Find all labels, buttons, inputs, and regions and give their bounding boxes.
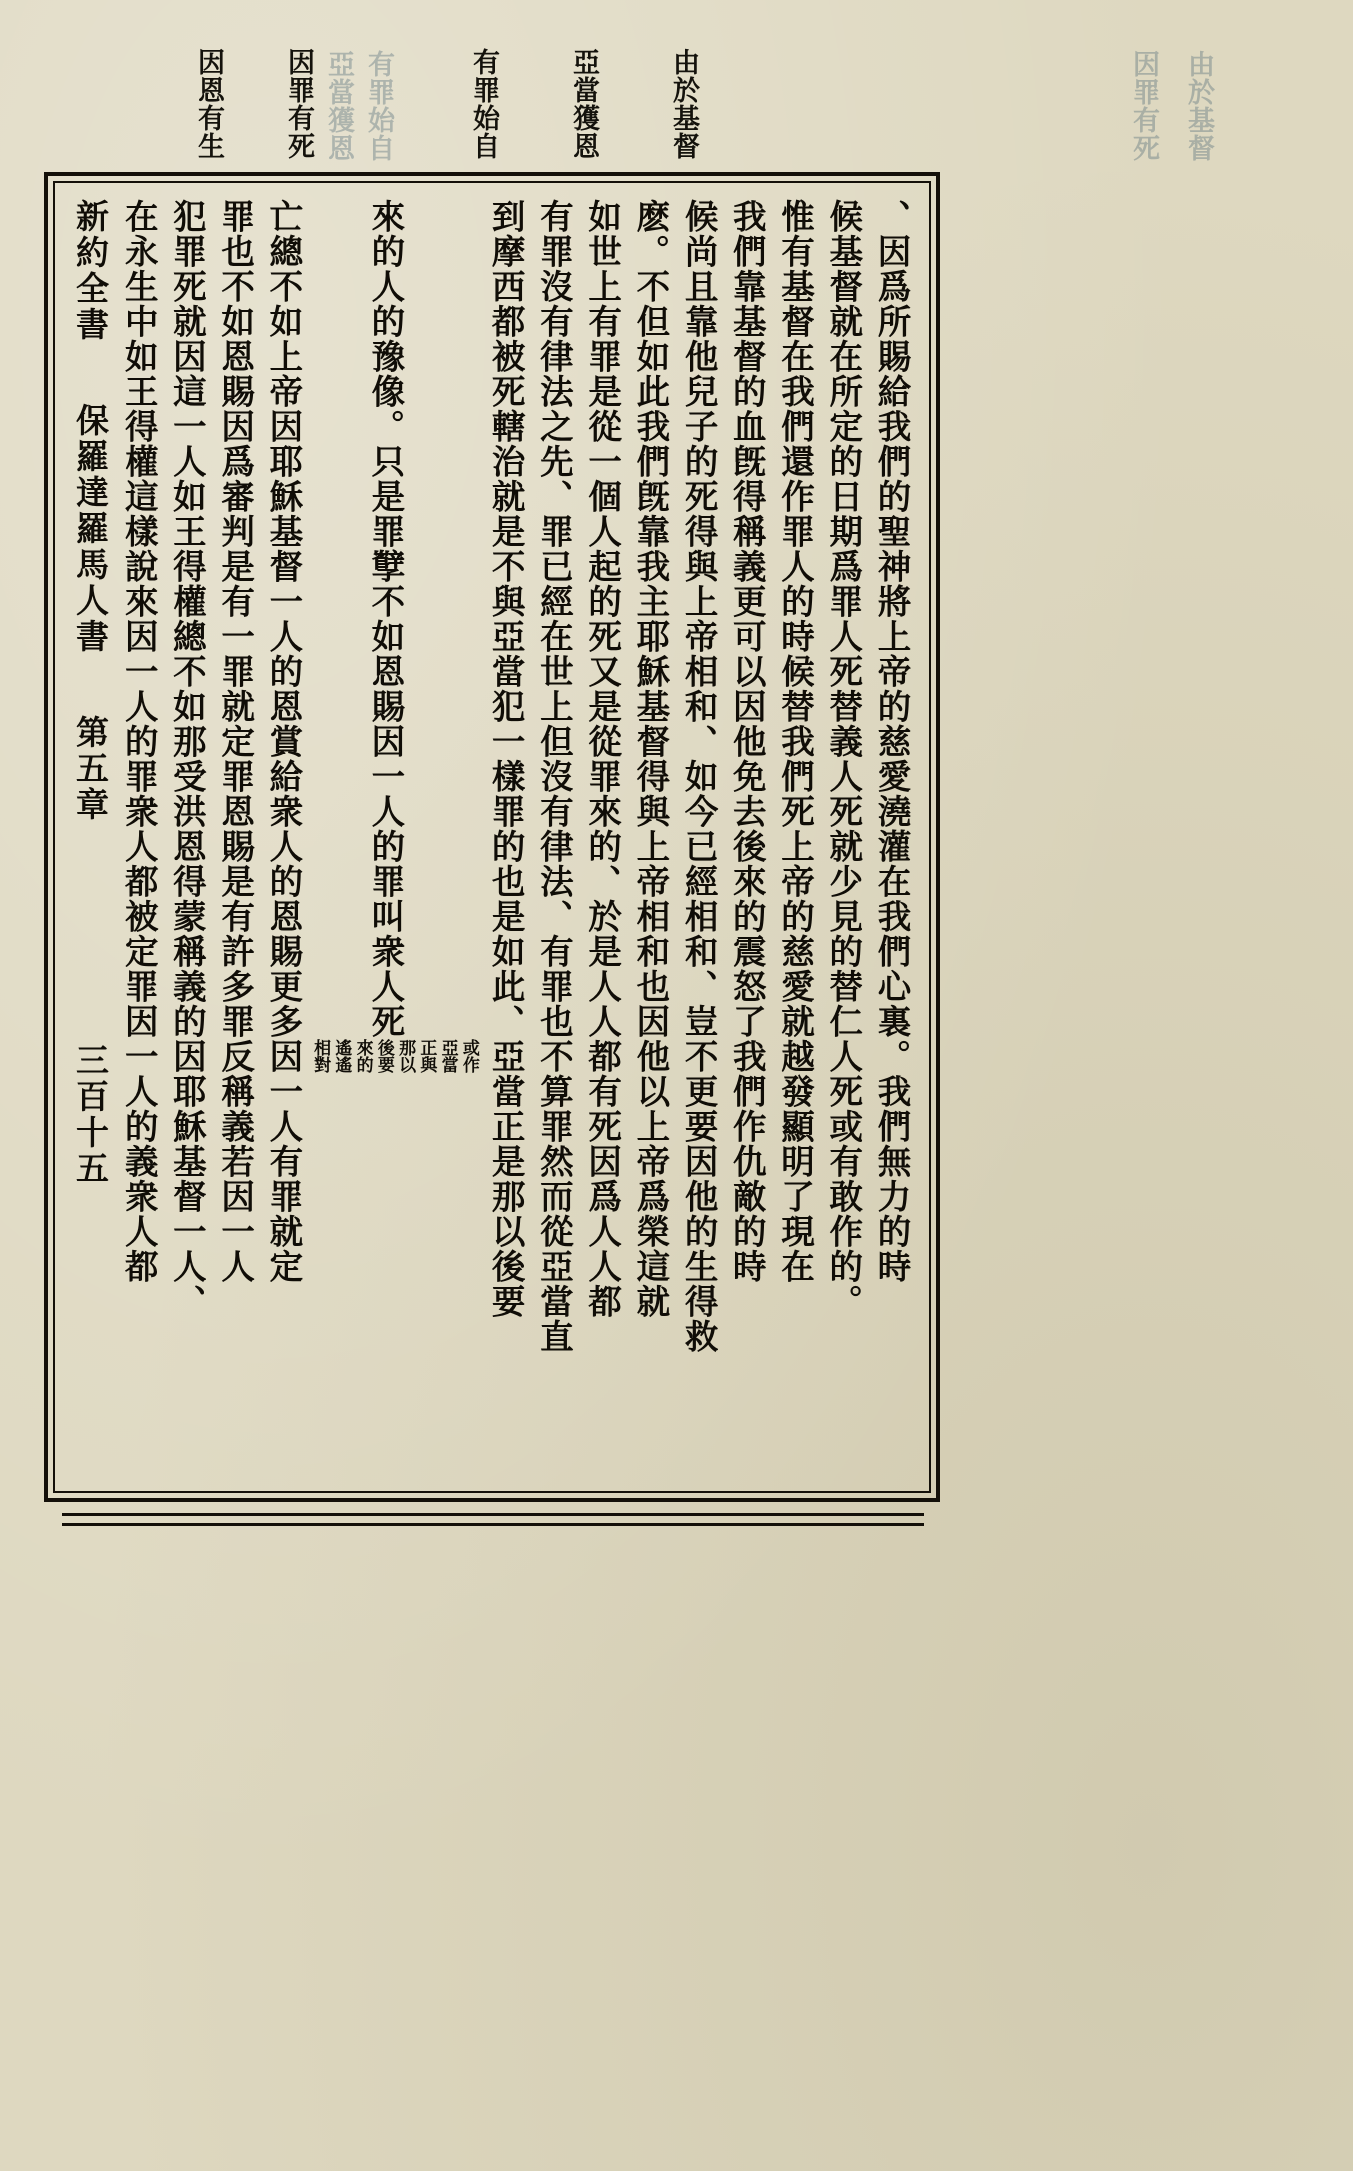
text-frame-outer [44,172,940,1502]
marginal-note-ghost-2: 亞當獲恩 [323,50,354,162]
text-column-1: 、因爲所賜給我們的聖神將上帝的慈愛澆灌在我們心裏。我們無力的時 [872,199,911,1284]
marginal-note-ghost-3: 由於基督 [1183,50,1214,162]
marginal-notes [0,20,1353,170]
marginal-note-2: 亞當獲恩 [568,48,599,160]
running-head-spacer [89,655,90,715]
marginal-note-ghost-1: 有罪始自 [363,50,394,162]
running-head-chapter: 第五章 [70,715,110,823]
marginal-note-5: 因恩有生 [193,48,224,160]
text-column-3: 惟有基督在我們還作罪人的時候替我們死上帝的慈愛就越發顯明了現在 [775,199,815,1284]
text-column-2: 候基督就在所定的日期爲罪人死替義人死就少見的替仁人死或有敢作的。 [823,199,863,1319]
text-column-6: 麽。不但如此我們旣靠我主耶穌基督得與上帝相和也因他以上帝爲榮這就 [630,199,670,1319]
scripture-body [69,199,915,1479]
text-column-14: 在永生中如王得權這樣說來因一人的罪衆人都被定罪因一人的義衆人都 [119,199,159,1284]
text-column-10 [307,199,481,1461]
running-head-book: 保羅達羅馬人書 [70,403,110,655]
text-column-12: 罪也不如恩賜因爲審判是有一罪就定罪恩賜是有許多罪反稱義若因一人 [215,199,255,1284]
text-column-8: 有罪沒有律法之先、罪已經在世上但沒有律法、有罪也不算罪然而從亞當直 [534,199,574,1354]
running-head-title: 新約全書 [70,199,110,343]
marginal-note-4: 因罪有死 [283,48,314,160]
page-number: 三百十五 [70,1043,110,1187]
running-head-spacer [89,823,90,1043]
text-column-10-text: 來的人的豫像。只是罪孼不如恩賜因一人的罪叫衆人死 [365,199,405,1039]
text-frame-inner [53,181,931,1493]
footer-rule [62,1513,924,1526]
marginal-note-3: 由於基督 [668,48,699,160]
text-column-7: 如世上有罪是從一個人起的死又是從罪來的、於是人人都有死因爲人人都 [582,199,622,1319]
running-head-spacer [89,343,90,403]
text-column-4: 我們靠基督的血旣得稱義更可以因他免去後來的震怒了我們作仇敵的時 [727,199,767,1284]
running-head [67,199,114,1461]
inline-gloss: 或作亞當正與那以後要來的遙遙相對 [310,1039,479,1073]
marginal-note-1: 有罪始自 [468,48,499,160]
text-column-11: 亡總不如上帝因耶穌基督一人的恩賞給衆人的恩賜更多因一人有罪就定 [263,199,303,1284]
marginal-note-ghost-4: 因罪有死 [1128,50,1159,162]
text-column-13: 犯罪死就因這一人如王得權總不如那受洪恩得蒙稱義的因耶穌基督一人、 [167,199,207,1319]
text-column-5: 候尚且靠他兒子的死得與上帝相和、如今已經相和、豈不更要因他的生得救 [679,199,719,1354]
text-column-9: 到摩西都被死轄治就是不與亞當犯一樣罪的也是如此、亞當正是那以後要 [486,199,526,1319]
